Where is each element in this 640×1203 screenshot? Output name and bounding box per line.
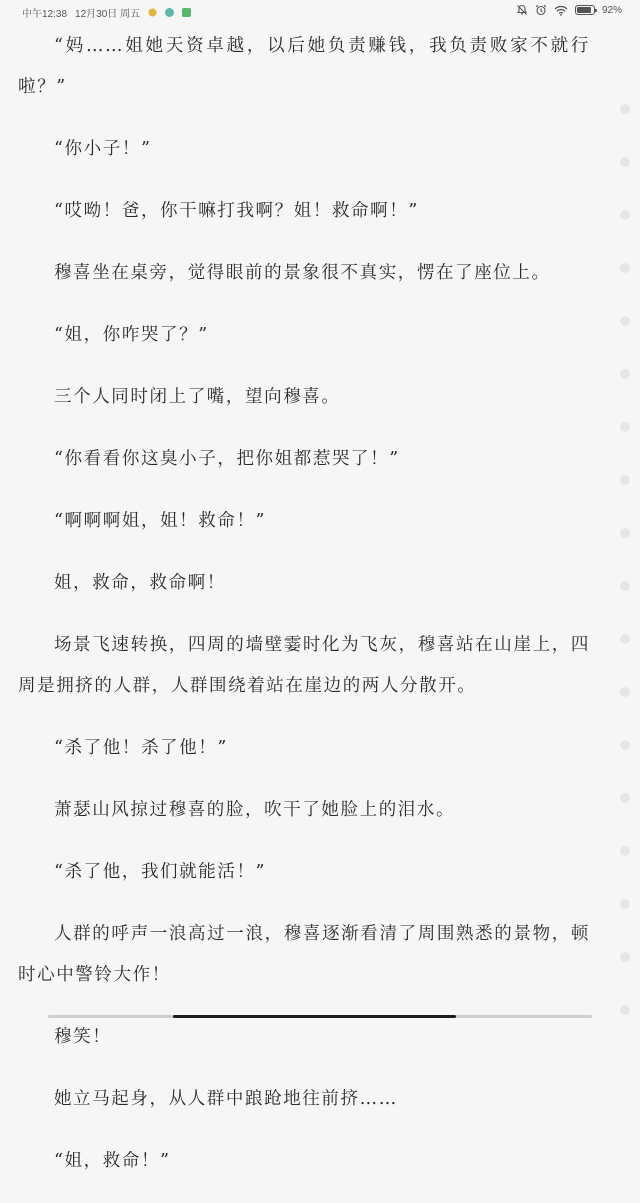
notification-app-icon (149, 8, 157, 16)
status-bar (0, 0, 640, 22)
mute-icon (516, 4, 528, 16)
side-dot (620, 369, 630, 379)
side-dot (620, 899, 630, 909)
reading-progress-bar[interactable] (48, 1015, 592, 1018)
paragraph: “杀了他！杀了他！” (54, 738, 228, 758)
side-dot (620, 475, 630, 485)
reading-progress-fill (173, 1015, 456, 1018)
battery-level-fill (577, 7, 591, 13)
side-dot (620, 210, 630, 220)
paragraph: “妈……姐她天资卓越，以后她负责赚钱，我负责败家不就行啦？” (18, 36, 590, 97)
paragraph: 萧瑟山风掠过穆喜的脸，吹干了她脸上的泪水。 (54, 800, 456, 820)
side-dot (620, 793, 630, 803)
side-dot (620, 528, 630, 538)
reader-content[interactable] (18, 26, 590, 1203)
side-dot (620, 581, 630, 591)
side-dot (620, 687, 630, 697)
side-dot (620, 634, 630, 644)
side-dot (620, 263, 630, 273)
side-dot (620, 740, 630, 750)
paragraph: “哎呦！爸，你干嘛打我啊？姐！救命啊！” (54, 201, 419, 221)
side-dot (620, 316, 630, 326)
status-right (516, 4, 622, 16)
paragraph: 场景飞速转换，四周的墙壁霎时化为飞灰，穆喜站在山崖上，四周是拥挤的人群，人群围绕着站在崖边的两人分散开。 (18, 635, 590, 696)
paragraph: “杀了他，我们就能活！” (54, 862, 267, 882)
side-dot (620, 157, 630, 167)
paragraph: 她立马起身，从人群中踉跄地往前挤…… (54, 1089, 398, 1109)
paragraph: “姐，你咋哭了？” (54, 325, 209, 345)
alarm-icon (535, 4, 547, 16)
side-dot (620, 952, 630, 962)
notification-app-icon (165, 8, 174, 17)
side-dot (620, 422, 630, 432)
side-dot (620, 846, 630, 856)
paragraph: 姐，救命，救命啊！ (54, 573, 226, 593)
paragraph: “你小子！” (54, 139, 152, 159)
battery-percent: 92% (601, 4, 622, 16)
battery-icon (575, 5, 595, 15)
side-dot (620, 104, 630, 114)
paragraph: 穆喜坐在桌旁，觉得眼前的景象很不真实，愣在了座位上。 (54, 263, 551, 283)
paragraph: 人群的呼声一浪高过一浪，穆喜逐渐看清了周围熟悉的景物，顿时心中警铃大作！ (18, 924, 590, 985)
time-label: 中午12:38 (22, 9, 68, 20)
side-dot (620, 1005, 630, 1015)
side-dot-rail (620, 104, 632, 1058)
status-left (22, 5, 191, 20)
date-label: 12月30日 周五 (75, 9, 141, 20)
paragraph: “啊啊啊姐，姐！救命！” (54, 511, 267, 531)
paragraph: “姐，救命！” (54, 1151, 171, 1171)
paragraph: “你看看你这臭小子，把你姐都惹哭了！” (54, 449, 400, 469)
notification-app-icon (182, 8, 191, 17)
paragraph: 三个人同时闭上了嘴，望向穆喜。 (54, 387, 341, 407)
wifi-icon (554, 5, 568, 16)
paragraph: 穆笑！ (54, 1027, 112, 1047)
